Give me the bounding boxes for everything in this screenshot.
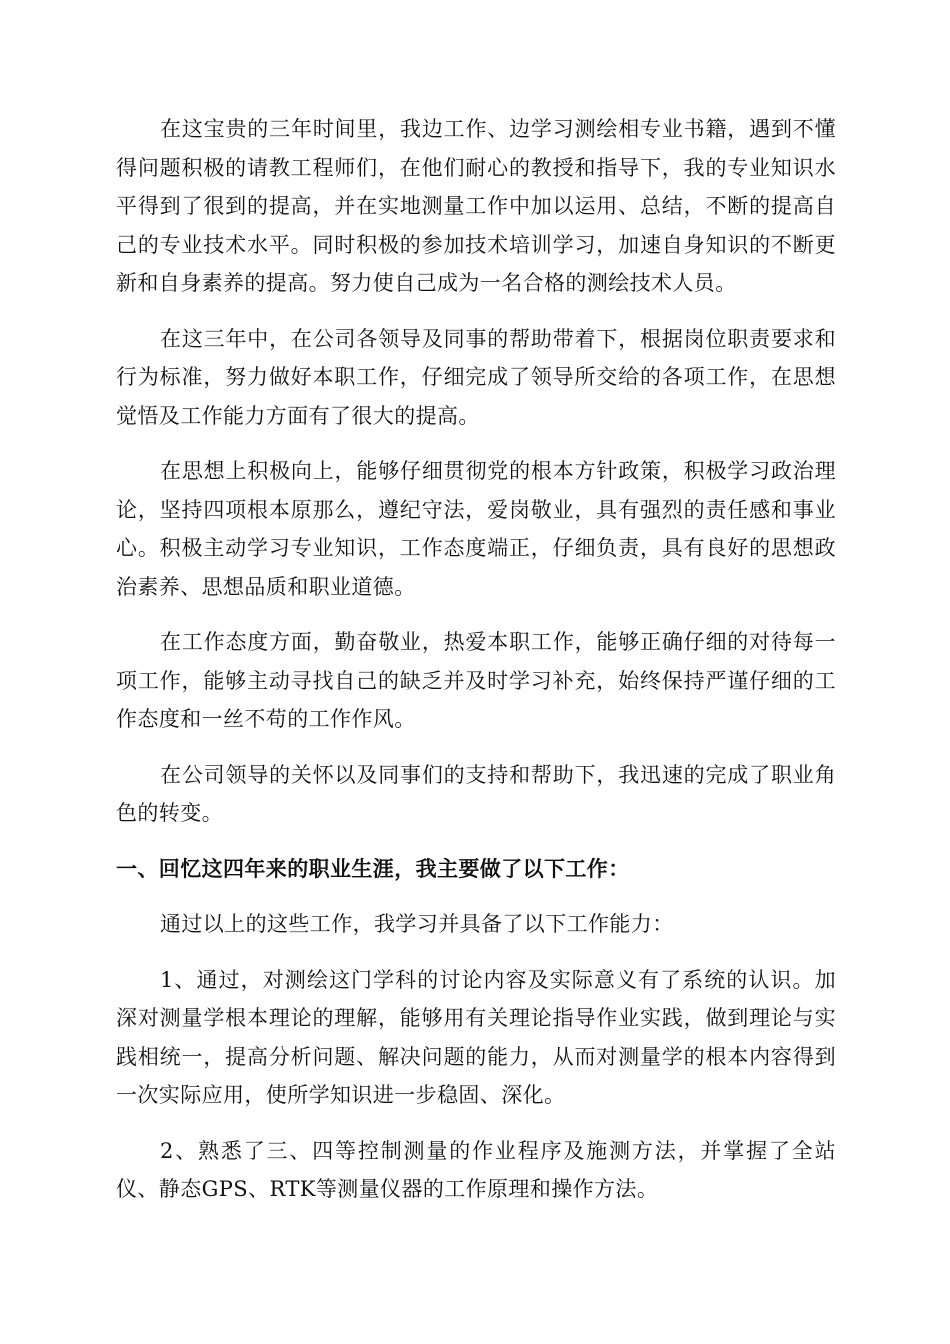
paragraph-work-attitude: 在工作态度方面，勤奋敬业，热爱本职工作，能够正确仔细的对待每一项工作，能够主动寻找自己的缺乏并及时学习补充，始终保持严谨仔细的工作态度和一丝不苟的工作作风。 (116, 630, 836, 731)
paragraph-ability-1: 1、通过，对测绘这门学科的讨论内容及实际意义有了系统的认识。加深对测量学根本理论的理解，能够用有关理论指导作业实践，做到理论与实践相统一，提高分析问题、解决问题的能力，从而对测量学的根本内容得到一次实际应用，使所学知识进一步稳固、深化。 (116, 967, 836, 1107)
document-page (116, 110, 836, 1226)
section-heading: 一、回忆这四年来的职业生涯，我主要做了以下工作： (116, 855, 630, 881)
paragraph-growth: 在这宝贵的三年时间里，我边工作、边学习测绘相专业书籍，遇到不懂得问题积极的请教工程师们，在他们耐心的教授和指导下，我的专业知识水平得到了很到的提高，并在实地测量工作中加以运用、总结，不断的提高自己的专业技术水平。同时积极的参加技术培训学习，加速自身知识的不断更新和自身素养的提高。努力使自己成为一名合格的测绘技术人员。 (116, 117, 836, 295)
paragraph-role-change: 在公司领导的关怀以及同事们的支持和帮助下，我迅速的完成了职业角色的转变。 (116, 762, 836, 825)
paragraph-three-years: 在这三年中，在公司各领导及同事的帮助带着下，根据岗位职责要求和行为标准，努力做好本职工作，仔细完成了领导所交给的各项工作，在思想觉悟及工作能力方面有了很大的提高。 (116, 326, 836, 428)
paragraph-ability-2: 2、熟悉了三、四等控制测量的作业程序及施测方法，并掌握了全站仪、静态GPS、RTK等测量仪器的工作原理和操作方法。 (116, 1138, 836, 1201)
paragraph-ideology: 在思想上积极向上，能够仔细贯彻党的根本方针政策，积极学习政治理论，坚持四项根本原那么，遵纪守法，爱岗敬业，具有强烈的责任感和事业心。积极主动学习专业知识，工作态度端正，仔细负责，具有良好的思想政治素养、思想品质和职业道德。 (116, 459, 836, 599)
paragraph-abilities-intro: 通过以上的这些工作，我学习并具备了以下工作能力： (160, 912, 674, 936)
